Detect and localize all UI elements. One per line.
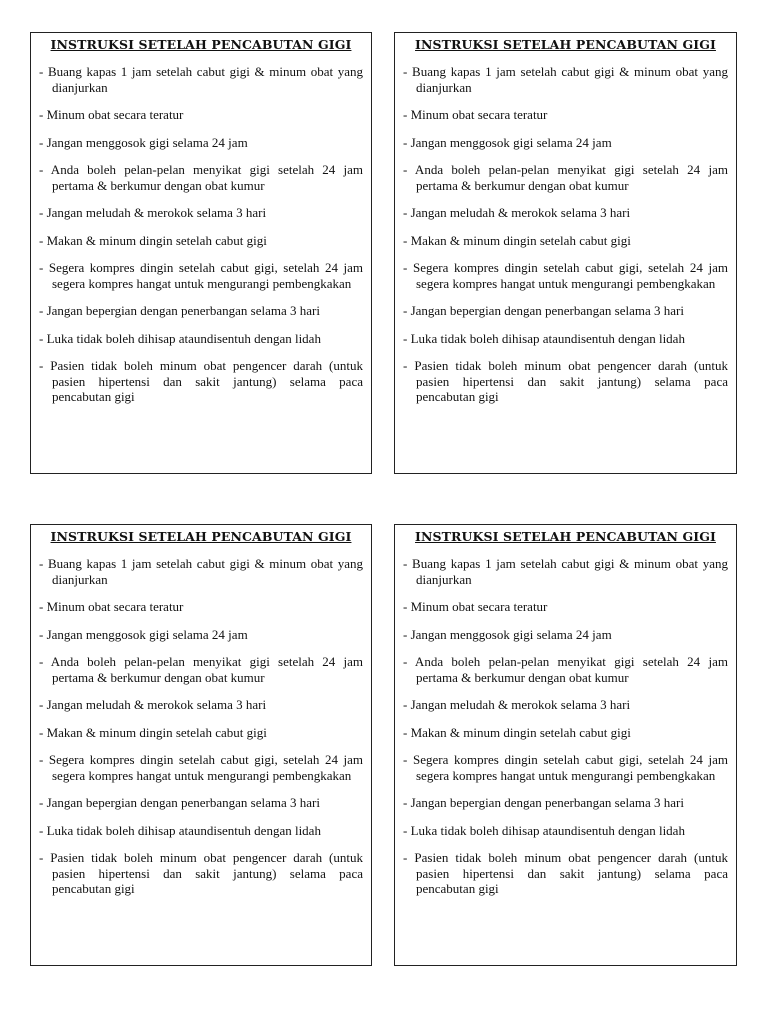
list-item: - Anda boleh pelan-pelan menyikat gigi setelah 24 jam pertama & berkumur dengan obat kumur [39,654,363,685]
list-item: - Jangan meludah & merokok selama 3 hari [39,205,267,220]
list-item: - Segera kompres dingin setelah cabut gigi, setelah 24 jam segera kompres hangat untuk mengurangi pembengkakan [403,260,728,291]
list-item: - Buang kapas 1 jam setelah cabut gigi & minum obat yang dianjurkan [39,64,363,95]
instruction-list [403,64,728,405]
list-item: - Pasien tidak boleh minum obat pengencer darah (untuk pasien hipertensi dan sakit jantung) selama paca pencabutan gigi [39,850,363,896]
list-item: - Luka tidak boleh dihisap ataundisentuh dengan lidah [39,822,321,838]
list-item: - Jangan bepergian dengan penerbangan selama 3 hari [403,795,684,810]
instruction-list [403,556,728,897]
list-item: - Pasien tidak boleh minum obat pengencer darah (untuk pasien hipertensi dan sakit jantung) selama paca pencabutan gigi [403,850,728,896]
list-item: - Segera kompres dingin setelah cabut gigi, setelah 24 jam segera kompres hangat untuk mengurangi pembengkakan [403,752,728,783]
list-item: - Anda boleh pelan-pelan menyikat gigi setelah 24 jam pertama & berkumur dengan obat kumur [403,162,728,193]
list-item: - Makan & minum dingin setelah cabut gigi [39,232,267,248]
list-item: - Jangan meludah & merokok selama 3 hari [403,205,631,220]
instruction-card-top-right [394,32,737,474]
card-title: INSTRUKSI SETELAH PENCABUTAN GIGI [415,37,716,52]
list-item: - Jangan menggosok gigi selama 24 jam [403,626,612,642]
list-item: - Minum obat secara teratur [39,107,184,122]
list-item: - Makan & minum dingin setelah cabut gigi [403,232,631,248]
list-item: - Jangan menggosok gigi selama 24 jam [403,134,612,150]
list-item: - Luka tidak boleh dihisap ataundisentuh dengan lidah [39,330,321,346]
list-item: - Buang kapas 1 jam setelah cabut gigi & minum obat yang dianjurkan [39,556,363,587]
list-item: - Anda boleh pelan-pelan menyikat gigi setelah 24 jam pertama & berkumur dengan obat kumur [403,654,728,685]
list-item: - Buang kapas 1 jam setelah cabut gigi & minum obat yang dianjurkan [403,556,728,587]
instruction-card-top-left [30,32,372,474]
list-item: - Jangan bepergian dengan penerbangan selama 3 hari [403,303,684,318]
list-item: - Makan & minum dingin setelah cabut gigi [39,724,267,740]
list-item: - Buang kapas 1 jam setelah cabut gigi & minum obat yang dianjurkan [403,64,728,95]
list-item: - Segera kompres dingin setelah cabut gigi, setelah 24 jam segera kompres hangat untuk mengurangi pembengkakan [39,752,363,783]
list-item: - Jangan menggosok gigi selama 24 jam [39,134,248,150]
list-item: - Jangan meludah & merokok selama 3 hari [403,697,631,712]
card-title: INSTRUKSI SETELAH PENCABUTAN GIGI [50,37,352,52]
instruction-list [39,556,363,897]
list-item: - Minum obat secara teratur [39,599,184,614]
list-item: - Anda boleh pelan-pelan menyikat gigi setelah 24 jam pertama & berkumur dengan obat kumur [39,162,363,193]
list-item: - Jangan meludah & merokok selama 3 hari [39,697,267,712]
list-item: - Jangan bepergian dengan penerbangan selama 3 hari [39,795,320,810]
instruction-card-bottom-right [394,524,737,966]
list-item: - Minum obat secara teratur [403,107,548,122]
list-item: - Minum obat secara teratur [403,599,548,614]
list-item: - Jangan menggosok gigi selama 24 jam [39,626,248,642]
list-item: - Luka tidak boleh dihisap ataundisentuh dengan lidah [403,330,685,346]
card-title: INSTRUKSI SETELAH PENCABUTAN GIGI [50,529,352,544]
card-title: INSTRUKSI SETELAH PENCABUTAN GIGI [415,529,716,544]
list-item: - Jangan bepergian dengan penerbangan selama 3 hari [39,303,320,318]
instruction-list [39,64,363,405]
list-item: - Pasien tidak boleh minum obat pengencer darah (untuk pasien hipertensi dan sakit jantung) selama paca pencabutan gigi [403,358,728,404]
list-item: - Makan & minum dingin setelah cabut gigi [403,724,631,740]
instruction-card-bottom-left [30,524,372,966]
list-item: - Segera kompres dingin setelah cabut gigi, setelah 24 jam segera kompres hangat untuk mengurangi pembengkakan [39,260,363,291]
list-item: - Luka tidak boleh dihisap ataundisentuh dengan lidah [403,822,685,838]
list-item: - Pasien tidak boleh minum obat pengencer darah (untuk pasien hipertensi dan sakit jantung) selama paca pencabutan gigi [39,358,363,404]
